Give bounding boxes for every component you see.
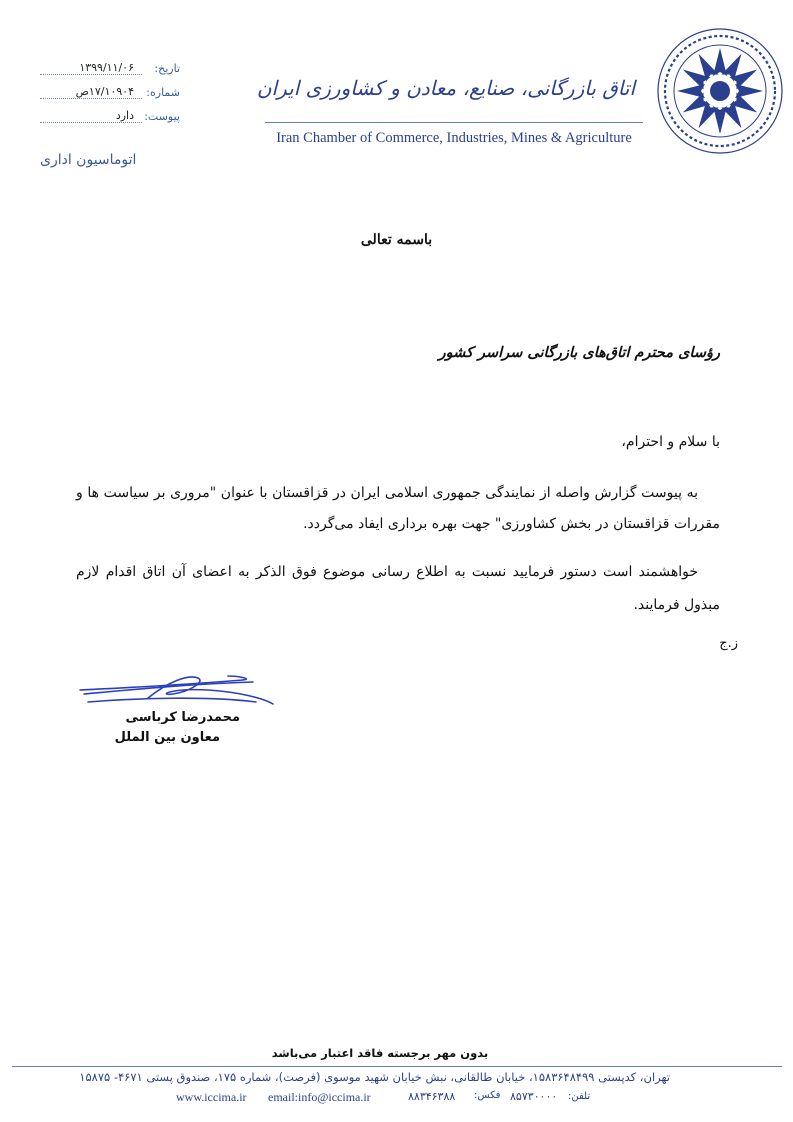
attachment-label: پیوست: bbox=[144, 110, 180, 123]
date-value: ۱۳۹۹/۱۱/۰۶ bbox=[79, 61, 134, 74]
attachment-dotted-line bbox=[40, 122, 142, 123]
date-dotted-line bbox=[40, 74, 142, 75]
attachment-row bbox=[40, 110, 180, 126]
initials: ز.ج bbox=[719, 636, 738, 651]
signatory-title: معاون بین الملل bbox=[114, 730, 220, 745]
number-row bbox=[40, 86, 180, 102]
greeting: با سلام و احترام، bbox=[621, 434, 720, 450]
invocation-heading: باسمه تعالی bbox=[360, 232, 433, 248]
chamber-emblem-icon bbox=[655, 26, 785, 156]
email-link[interactable]: email:info@iccima.ir bbox=[268, 1090, 371, 1104]
phone-label: تلفن: bbox=[568, 1091, 591, 1102]
addressee: رؤسای محترم اتاق‌های بازرگانی سراسر کشور bbox=[438, 344, 720, 361]
body-paragraph-1: به پیوست گزارش واصله از نمایندگی جمهوری اسلامی ایران در قزاقستان با عنوان "مروری بر سیاست ها و مقررات قزاقستان در بخش کشاورزی" جهت بهره برداری ایفاد می‌گردد. bbox=[76, 485, 720, 532]
org-name-english: Iran Chamber of Commerce, Industries, Mines & Agriculture bbox=[276, 130, 632, 146]
number-dotted-line bbox=[40, 98, 142, 99]
header-rule bbox=[265, 122, 643, 123]
fax-label: فکس: bbox=[474, 1090, 501, 1101]
office-automation-label: اتوماسیون اداری bbox=[40, 152, 137, 168]
footer-rule bbox=[12, 1066, 782, 1067]
website-link[interactable]: www.iccima.ir bbox=[176, 1090, 247, 1104]
stamp-validity-note: بدون مهر برجسته فاقد اعتبار می‌باشد bbox=[271, 1046, 489, 1060]
org-name-persian: اتاق بازرگانی، صنایع، معادن و کشاورزی ایران bbox=[256, 76, 635, 100]
phone-number: ۸۵۷۳۰۰۰۰ bbox=[510, 1090, 558, 1103]
fax-number: ۸۸۳۴۶۳۸۸ bbox=[408, 1090, 456, 1103]
body-paragraph-2: خواهشمند است دستور فرمایید نسبت به اطلاع رسانی موضوع فوق الذکر به اعضای آن اتاق اقدام لازم مبذول فرمایند. bbox=[76, 564, 720, 613]
signatory-name: محمدرضا کرباسی bbox=[125, 710, 240, 725]
number-value: ۱۷/۱۰۹۰۴ص bbox=[75, 85, 134, 98]
chamber-logo bbox=[655, 26, 785, 156]
number-label: شماره: bbox=[146, 86, 180, 99]
date-row bbox=[40, 62, 180, 78]
date-label: تاریخ: bbox=[154, 62, 180, 75]
attachment-value: دارد bbox=[115, 109, 134, 122]
footer-contact-row bbox=[176, 1090, 596, 1108]
footer-address: تهران، کدپستی ۱۵۸۳۶۴۸۴۹۹، خیابان طالقانی، نبش خیابان شهید موسوی (فرصت)، شماره ۱۷۵، صندوق پستی ۴۶۷۱- ۱۵۸۷۵ bbox=[79, 1070, 670, 1084]
